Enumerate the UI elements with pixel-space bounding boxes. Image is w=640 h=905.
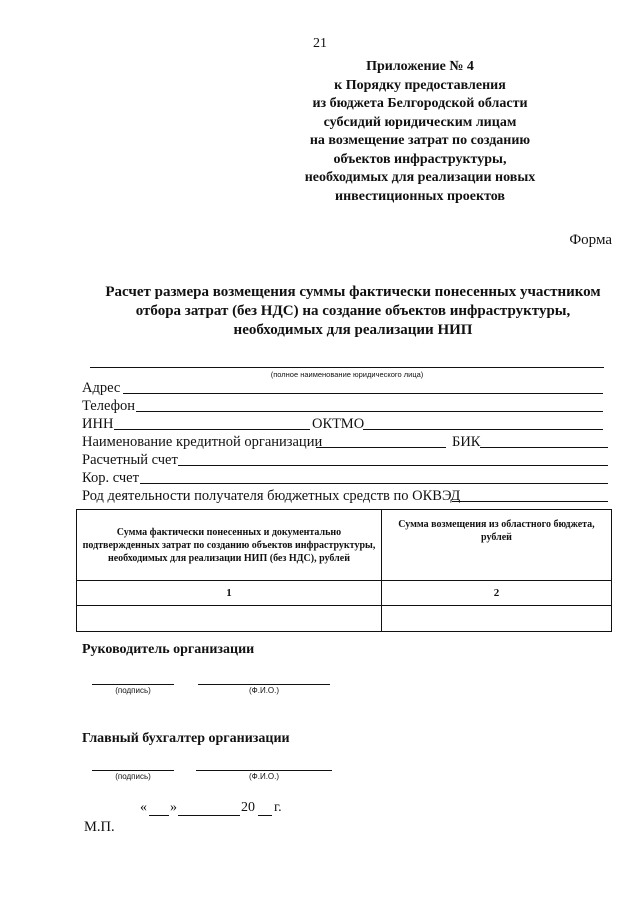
inn-field[interactable] [114, 429, 310, 430]
appendix-line: субсидий юридическим лицам [323, 114, 517, 130]
table-column-numbers-row [77, 581, 612, 606]
head-name-caption: (Ф.И.О.) [248, 686, 280, 695]
head-signature-caption: (подпись) [115, 686, 151, 695]
appendix-line: инвестиционных проектов [335, 188, 505, 204]
date-close-quote: » [170, 800, 177, 815]
date-year-suffix: г. [274, 800, 282, 815]
title-line: необходимых для реализации НИП [233, 322, 473, 338]
table-row [77, 606, 612, 632]
accountant-name-field[interactable] [196, 770, 332, 771]
appendix-block [300, 58, 540, 206]
corr-account-label: Кор. счет [82, 470, 139, 486]
appendix-line: к Порядку предоставления [334, 77, 506, 93]
stamp-label: М.П. [84, 819, 115, 835]
current-account-field[interactable] [178, 465, 608, 466]
oktmo-field[interactable] [363, 429, 603, 430]
address-label: Адрес [82, 380, 121, 396]
title-line: Расчет размера возмещения суммы фактически понесенных участником [105, 284, 601, 300]
head-title: Руководитель организации [82, 642, 255, 657]
head-name-field[interactable] [198, 684, 330, 685]
table-header-row [77, 510, 612, 581]
form-label: Форма [569, 232, 612, 248]
table-header-cell: Сумма возмещения из областного бюджета, рублей [381, 510, 611, 581]
bik-field[interactable] [480, 447, 608, 448]
appendix-line: объектов инфраструктуры, [333, 151, 507, 167]
table-column-number: 1 [77, 581, 382, 606]
accountant-signature-caption: (подпись) [115, 772, 151, 781]
inn-label: ИНН [82, 416, 114, 432]
table-header-cell: Сумма фактически понесенных и документально подтвержденных затрат по созданию объектов инфраструктуры, необходимых для реализации НИП (без НДС), рублей [77, 510, 382, 581]
bank-name-field[interactable] [316, 447, 446, 448]
bik-label: БИК [452, 434, 481, 450]
org-name-caption: (полное наименование юридического лица) [270, 370, 424, 379]
appendix-line: необходимых для реализации новых [304, 170, 536, 185]
table-cell[interactable] [77, 606, 382, 632]
address-field[interactable] [123, 393, 603, 394]
appendix-line: Приложение № 4 [366, 59, 474, 74]
head-signature-field[interactable] [92, 684, 174, 685]
bank-name-label: Наименование кредитной организации [82, 434, 323, 450]
page-number: 21 [313, 36, 327, 51]
accountant-signature-field[interactable] [92, 770, 174, 771]
oktmo-label: ОКТМО [312, 416, 365, 432]
phone-label: Телефон [82, 398, 135, 414]
activity-field[interactable] [452, 501, 608, 502]
date-year-prefix: 20 [241, 800, 255, 815]
org-name-line[interactable] [90, 367, 604, 368]
date-open-quote: « [140, 800, 147, 815]
reimbursement-table [76, 509, 612, 632]
title-line: отбора затрат (без НДС) на создание объектов инфраструктуры, [135, 303, 571, 319]
date-year-field[interactable] [258, 815, 272, 816]
document-title [60, 283, 640, 340]
date-day-field[interactable] [149, 815, 169, 816]
date-month-field[interactable] [178, 815, 240, 816]
phone-field[interactable] [136, 411, 603, 412]
accountant-name-caption: (Ф.И.О.) [248, 772, 280, 781]
appendix-line: из бюджета Белгородской области [312, 96, 528, 111]
accountant-title: Главный бухгалтер организации [82, 731, 290, 746]
corr-account-field[interactable] [140, 483, 608, 484]
activity-label: Род деятельности получателя бюджетных средств по ОКВЭД [82, 488, 461, 504]
appendix-line: на возмещение затрат по созданию [309, 133, 531, 148]
table-column-number: 2 [381, 581, 611, 606]
table-cell[interactable] [381, 606, 611, 632]
current-account-label: Расчетный счет [82, 452, 178, 468]
